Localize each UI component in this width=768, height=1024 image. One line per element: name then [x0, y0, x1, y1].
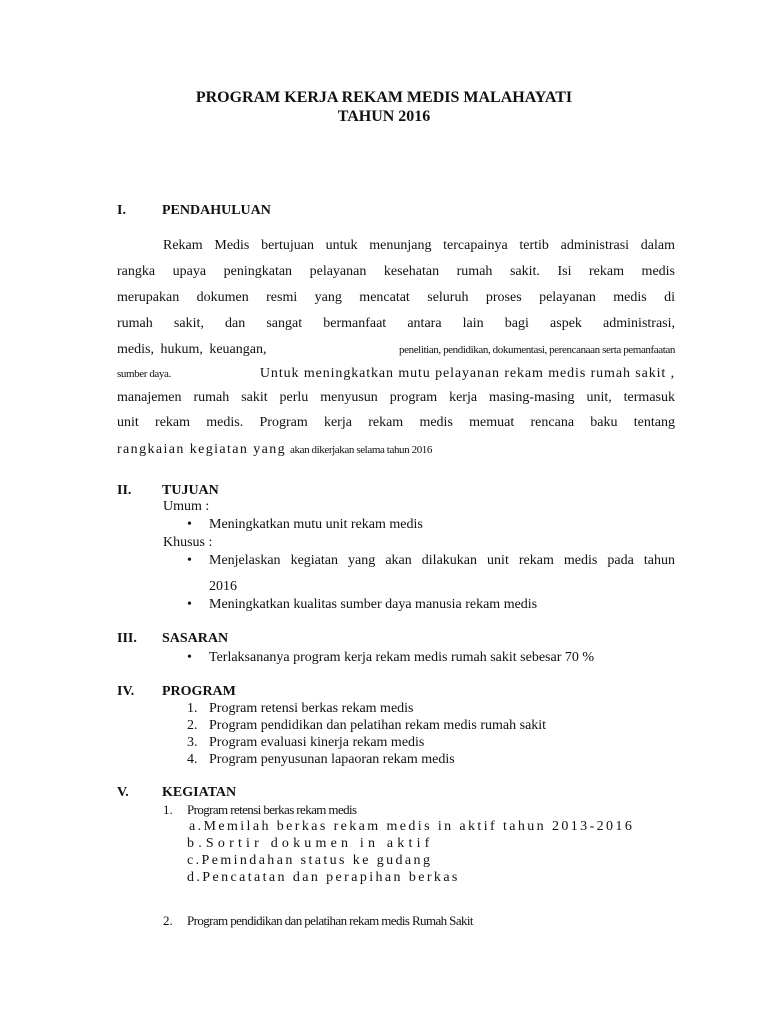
- list-number: 1.: [163, 802, 173, 817]
- list-item: Program pendidikan dan pelatihan rekam medis rumah sakit: [209, 718, 547, 733]
- list-number: 3.: [187, 735, 198, 750]
- paragraph-fragment-small: penelitian, pendidikan, dokumentasi, perencanaan serta pemanfaatan: [399, 344, 675, 356]
- list-number: 2.: [187, 718, 198, 733]
- bullet-icon: •: [187, 553, 192, 568]
- paragraph-fragment: Untuk meningkatkan mutu pelayanan rekam medis rumah sakit ,: [259, 366, 675, 381]
- list-item: Program retensi berkas rekam medis: [209, 701, 414, 716]
- list-item: Meningkatkan kualitas sumber daya manusia rekam medis: [209, 597, 538, 612]
- section-number: III.: [117, 631, 137, 646]
- paragraph-line: rumah sakit, dan sangat bermanfaat antara lain bagi aspek administrasi,: [117, 316, 675, 331]
- sub-item: c.Pemindahan status ke gudang: [187, 853, 433, 868]
- label-khusus: Khusus :: [163, 535, 213, 550]
- section-number: IV.: [117, 684, 135, 699]
- section-title-sasaran: SASARAN: [162, 631, 229, 646]
- list-item: Meningkatkan mutu unit rekam medis: [209, 517, 423, 532]
- sub-item: b.Sortir dokumen in aktif: [187, 836, 434, 851]
- paragraph-line: Rekam Medis bertujuan untuk menunjang tercapainya tertib administrasi dalam: [163, 238, 675, 253]
- list-item: Terlaksananya program kerja rekam medis rumah sakit sebesar 70 %: [209, 650, 595, 665]
- section-title-program: PROGRAM: [162, 684, 236, 699]
- paragraph-line: merupakan dokumen resmi yang mencatat seluruh proses pelayanan medis di: [117, 290, 675, 305]
- section-number: II.: [117, 483, 132, 498]
- paragraph-fragment-small: akan dikerjakan selama tahun 2016: [290, 444, 432, 456]
- paragraph-fragment-small: sumber daya.: [117, 368, 171, 380]
- section-title-tujuan: TUJUAN: [162, 483, 219, 498]
- bullet-icon: •: [187, 517, 192, 532]
- label-umum: Umum :: [163, 499, 210, 514]
- paragraph-line: rangka upaya peningkatan pelayanan kesehatan rumah sakit. Isi rekam medis: [117, 264, 675, 279]
- sub-item: a.Memilah berkas rekam medis in aktif tahun 2013-2016: [189, 819, 635, 834]
- list-item: Program penyusunan lapaoran rekam medis: [209, 752, 455, 767]
- paragraph-line: [117, 342, 675, 358]
- document-title: PROGRAM KERJA REKAM MEDIS MALAHAYATI: [195, 89, 573, 106]
- list-item: Menjelaskan kegiatan yang akan dilakukan unit rekam medis pada tahun: [209, 553, 675, 568]
- list-number: 2.: [163, 913, 173, 928]
- list-number: 4.: [187, 752, 198, 767]
- list-item-continuation: 2016: [209, 579, 237, 594]
- paragraph-fragment: rangkaian kegiatan yang: [117, 442, 287, 457]
- bullet-icon: •: [187, 597, 192, 612]
- section-number: I.: [117, 203, 126, 218]
- paragraph-line: unit rekam medis. Program kerja rekam medis memuat rencana baku tentang: [117, 415, 675, 430]
- bullet-icon: •: [187, 650, 192, 665]
- list-item: Program retensi berkas rekam medis: [187, 802, 357, 817]
- sub-item: d.Pencatatan dan perapihan berkas: [187, 870, 460, 885]
- section-title-kegiatan: KEGIATAN: [162, 785, 237, 800]
- paragraph-line: [117, 366, 675, 382]
- list-item: Program pendidikan dan pelatihan rekam medis Rumah Sakit: [187, 913, 473, 928]
- section-number: V.: [117, 785, 129, 800]
- document-subtitle: TAHUN 2016: [337, 108, 431, 125]
- paragraph-line: manajemen rumah sakit perlu menyusun program kerja masing-masing unit, termasuk: [117, 390, 675, 405]
- section-title-pendahuluan: PENDAHULUAN: [162, 203, 271, 218]
- paragraph-line: [117, 440, 432, 458]
- list-item: Program evaluasi kinerja rekam medis: [209, 735, 425, 750]
- paragraph-fragment: medis, hukum, keuangan,: [117, 342, 267, 357]
- list-number: 1.: [187, 701, 198, 716]
